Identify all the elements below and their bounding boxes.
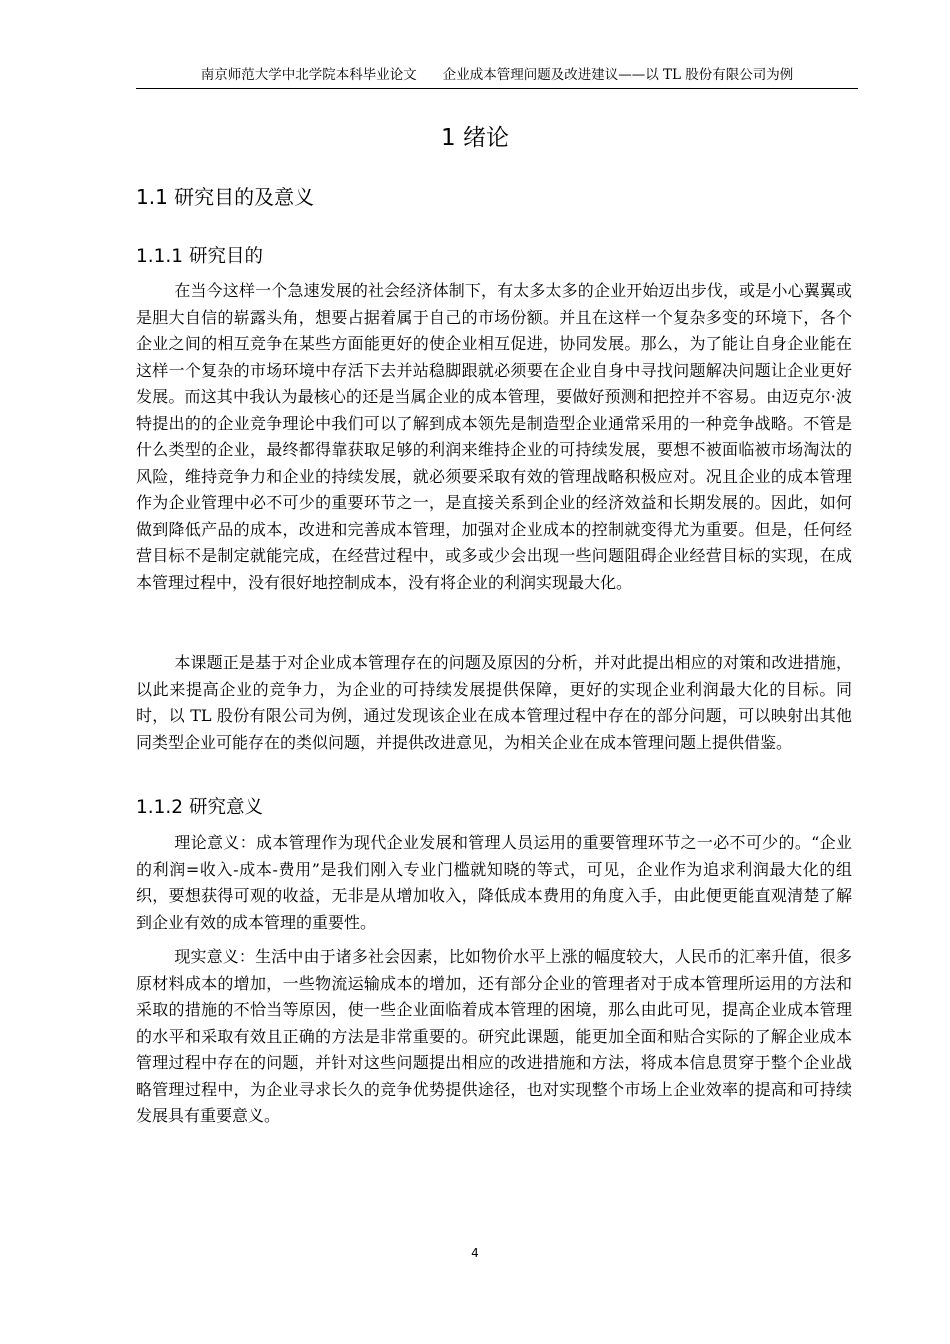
paragraph-research-purpose-2: 本课题正是基于对企业成本管理存在的问题及原因的分析，并对此提出相应的对策和改进措施，以此来提高企业的竞争力，为企业的可持续发展提供保障，更好的实现企业利润最大化的目标。同时，以 TL 股份有限公司为例，通过发现该企业在成本管理过程中存在的部分问题，可以映射出其他同类型企业可能存在的类似问题，并提供改进意见，为相关企业在成本管理问题上提供借鉴。	[136, 653, 852, 752]
subsection-heading-1-1-1: 1.1.1 研究目的	[136, 246, 263, 267]
header-school-name: 南京师范大学中北学院本科毕业论文	[200, 67, 417, 83]
section-heading-1-1: 1.1 研究目的及意义	[136, 185, 315, 209]
paragraph-theoretical-significance: 理论意义：成本管理作为现代企业发展和管理人员运用的重要管理环节之一必不可少的。“企业的利润=收入-成本-费用”是我们刚入专业门槛就知晓的等式，可见，企业作为追求利润最大化的组织，要想获得可观的收益，无非是从增加收入，降低成本费用的角度入手，由此便更能直观清楚了解到企业有效的成本管理的重要性。	[136, 833, 852, 932]
page-header	[136, 64, 858, 89]
chapter-title: 1 绪论	[441, 125, 509, 151]
subsection-heading-1-1-2: 1.1.2 研究意义	[136, 797, 263, 818]
header-thesis-title: 企业成本管理问题及改进建议——以 TL 股份有限公司为例	[442, 67, 794, 83]
paragraph-research-purpose-1: 在当今这样一个急速发展的社会经济体制下，有太多太多的企业开始迈出步伐，或是小心翼翼或是胆大自信的崭露头角，想要占据着属于自己的市场份额。并且在这样一个复杂多变的环境下，各个企业之间的相互竞争在某些方面能更好的使企业相互促进，协同发展。那么，为了能让自身企业能在这样一个复杂的市场环境中存活下去并站稳脚跟就必须要在企业自身中寻找问题解决问题让企业更好发展。而这其中我认为最核心的还是当属企业的成本管理，要做好预测和把控并不容易。由迈克尔·波特提出的的企业竞争理论中我们可以了解到成本领先是制造型企业通常采用的一种竞争战略。不管是什么类型的企业，最终都得靠获取足够的利润来维持企业的可持续发展，要想不被面临被市场淘汰的风险，维持竞争力和企业的持续发展，就必须要采取有效的管理战略积极应对。况且企业的成本管理作为企业管理中必不可少的重要环节之一，是直接关系到企业的经济效益和长期发展的。因此，如何做到降低产品的成本，改进和完善成本管理，加强对企业成本的控制就变得尤为重要。但是，任何经营目标不是制定就能完成，在经营过程中，或多或少会出现一些问题阻碍企业经营目标的实现，在成本管理过程中，没有很好地控制成本，没有将企业的利润实现最大化。	[136, 281, 852, 592]
paragraph-practical-significance: 现实意义：生活中由于诸多社会因素，比如物价水平上涨的幅度较大，人民币的汇率升值，很多原材料成本的增加，一些物流运输成本的增加，还有部分企业的管理者对于成本管理所运用的方法和采取的措施的不恰当等原因，使一些企业面临着成本管理的困境，那么由此可见，提高企业成本管理的水平和采取有效且正确的方法是非常重要的。研究此课题，能更加全面和贴合实际的了解企业成本管理过程中存在的问题，并针对这些问题提出相应的改进措施和方法，将成本信息贯穿于整个企业战略管理过程中，为企业寻求长久的竞争优势提供途径，也对实现整个市场上企业效率的提高和可持续发展具有重要意义。	[136, 947, 852, 1125]
page-number: 4	[471, 1246, 479, 1260]
